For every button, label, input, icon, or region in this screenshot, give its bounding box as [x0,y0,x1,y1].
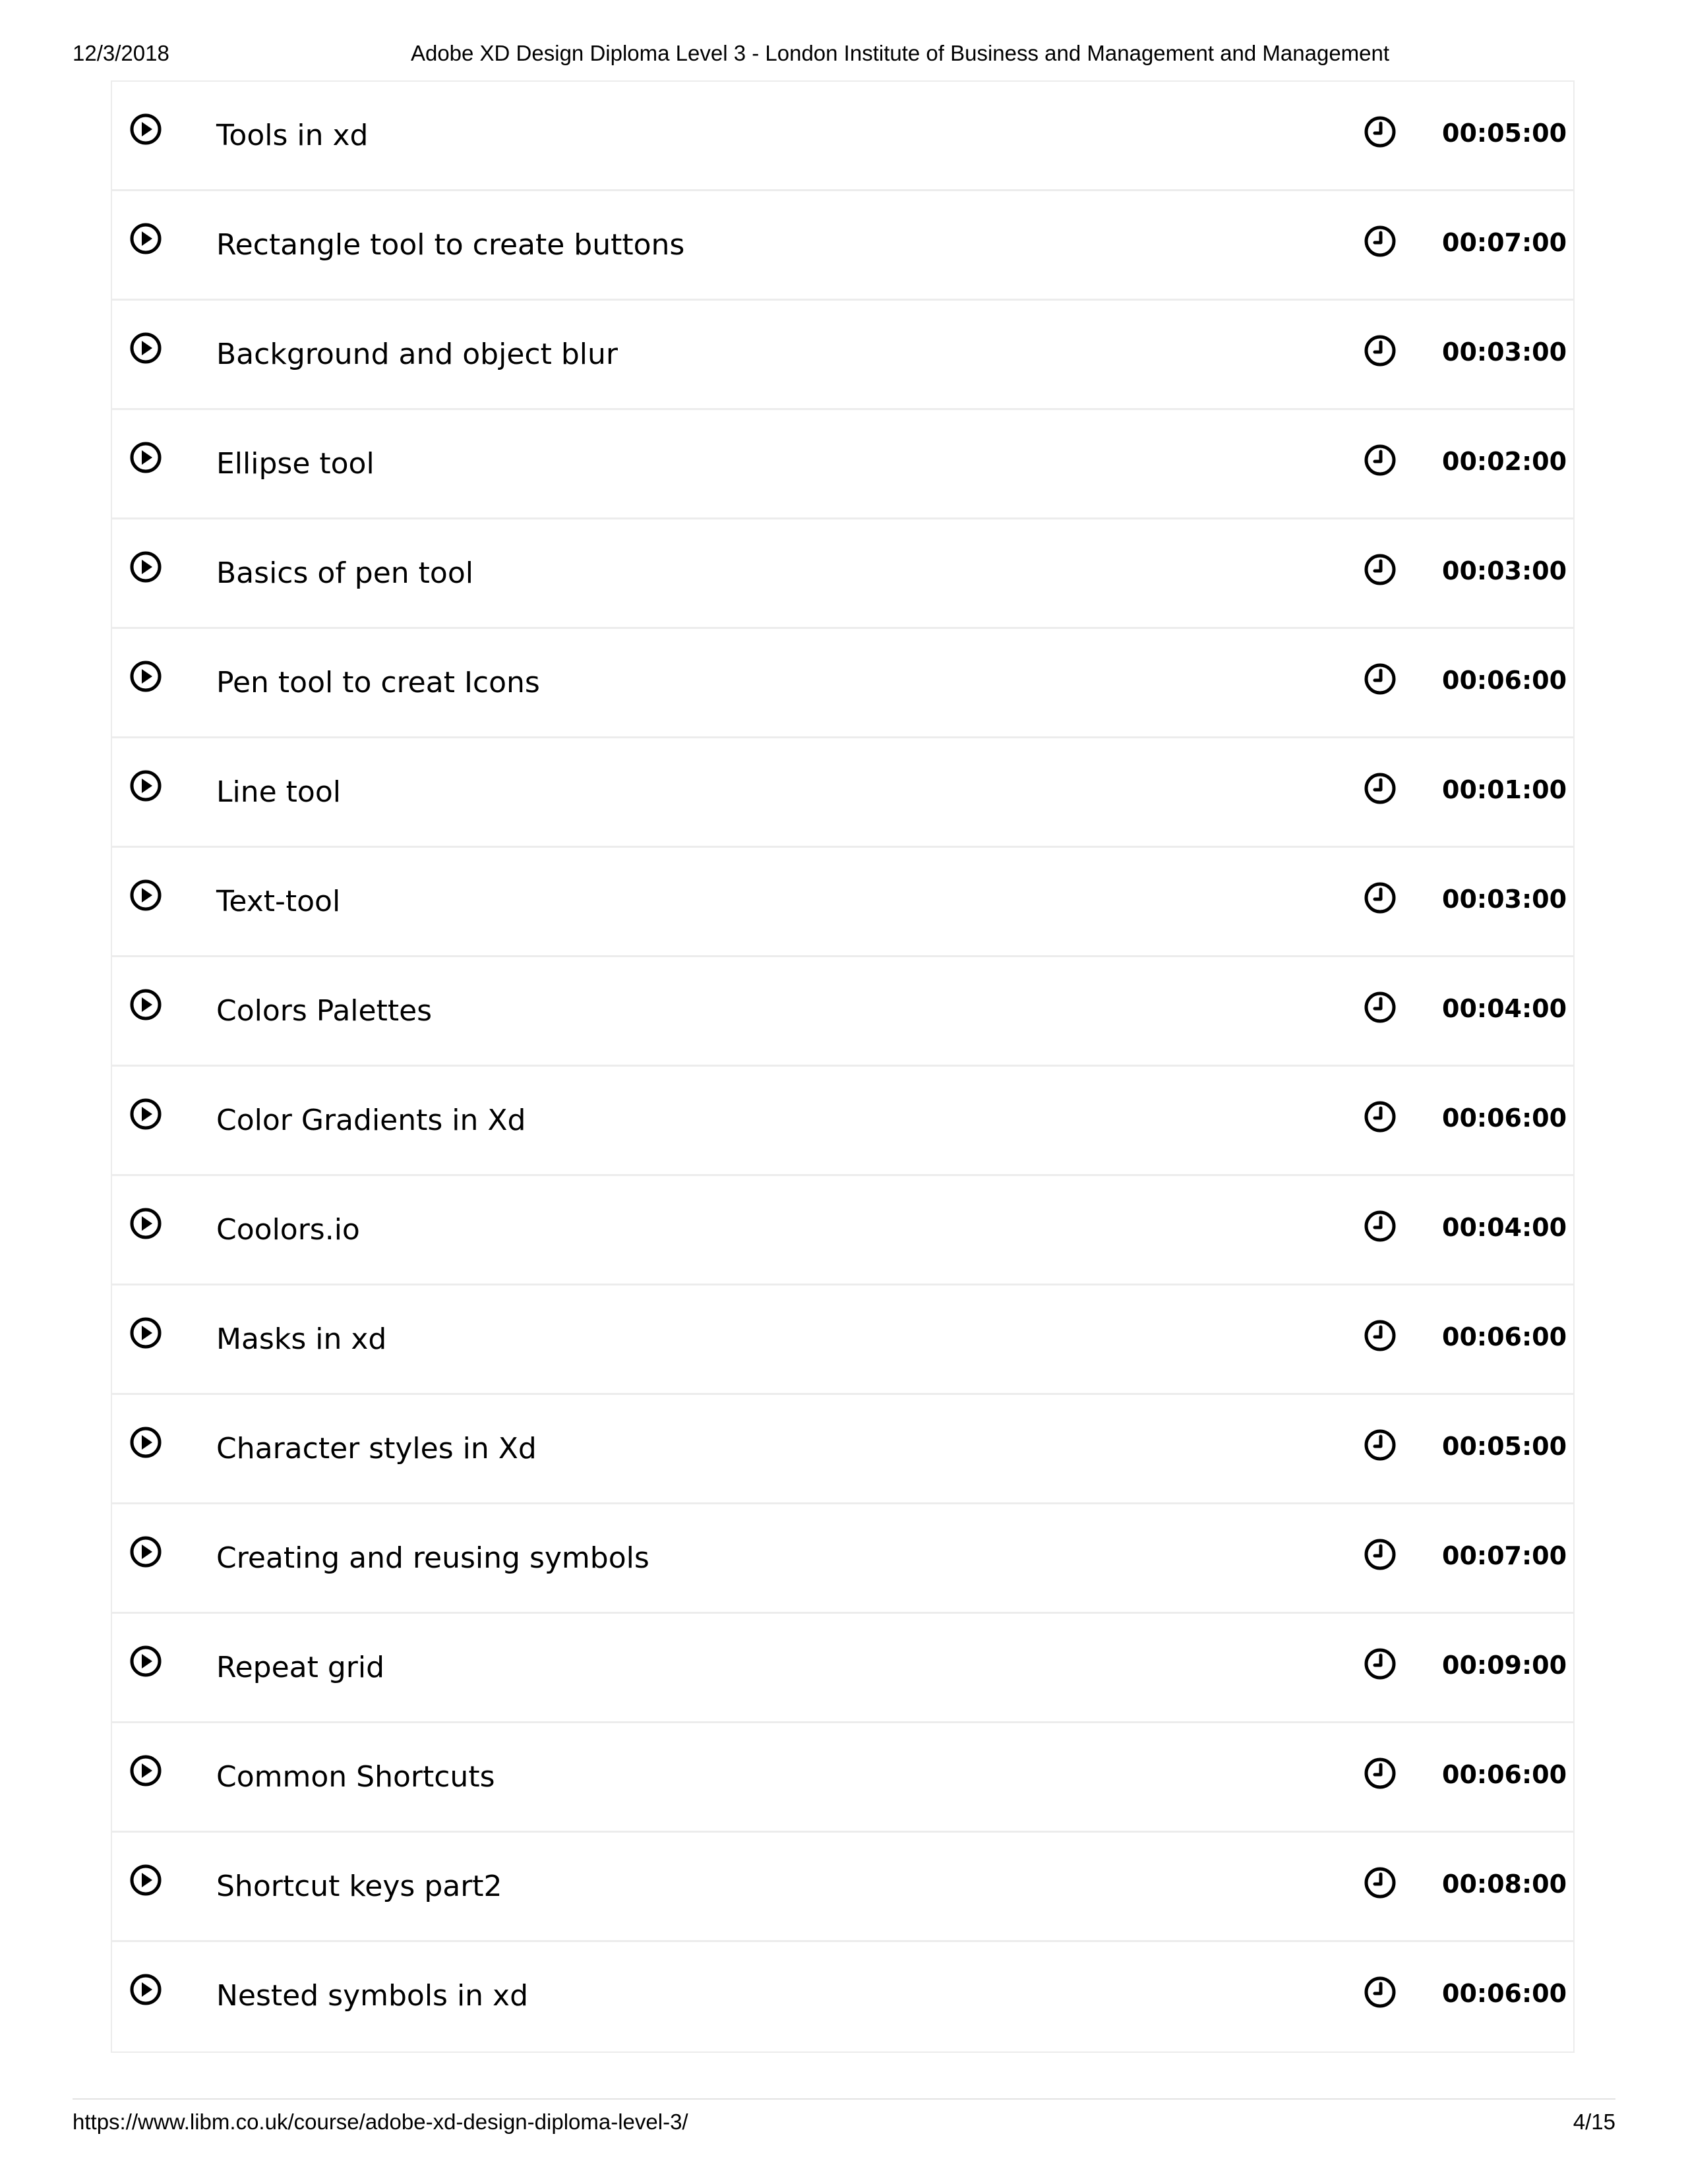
lesson-title[interactable]: Masks in xd [216,1322,387,1356]
lesson-title[interactable]: Character styles in Xd [216,1432,537,1465]
lesson-duration: 00:06:00 [1442,1760,1567,1789]
lesson-duration: 00:04:00 [1442,994,1567,1023]
clock-icon [1363,771,1397,806]
play-circle-icon[interactable] [129,1644,163,1678]
lesson-title[interactable]: Rectangle tool to create buttons [216,228,685,262]
lesson-title[interactable]: Nested symbols in xd [216,1979,529,2013]
lesson-row[interactable] [112,1504,1573,1614]
clock-icon [1363,1756,1397,1790]
play-circle-icon[interactable] [129,1754,163,1788]
lesson-row[interactable] [112,1614,1573,1723]
lesson-duration: 00:08:00 [1442,1870,1567,1899]
lesson-title[interactable]: Repeat grid [216,1651,385,1684]
play-circle-icon[interactable] [129,1863,163,1897]
lesson-title[interactable]: Basics of pen tool [216,556,473,590]
lesson-duration: 00:02:00 [1442,447,1567,476]
page-title: Adobe XD Design Diploma Level 3 - London Institute of Business and Management and Management [410,41,1390,65]
lesson-duration: 00:06:00 [1442,666,1567,695]
clock-icon [1363,224,1397,258]
play-circle-icon[interactable] [129,1425,163,1460]
play-circle-icon[interactable] [129,878,163,912]
clock-icon [1363,1975,1397,2009]
clock-icon [1363,881,1397,915]
lesson-row[interactable] [112,1723,1573,1833]
play-circle-icon[interactable] [129,331,163,365]
lesson-duration: 00:01:00 [1442,775,1567,804]
play-circle-icon[interactable] [129,1535,163,1569]
clock-icon [1363,662,1397,696]
lesson-title[interactable]: Line tool [216,775,341,809]
lesson-row[interactable] [112,1942,1573,2051]
print-date: 12/3/2018 [73,41,169,65]
lesson-row[interactable] [112,1833,1573,1942]
play-circle-icon[interactable] [129,112,163,146]
clock-icon [1363,115,1397,149]
lesson-row[interactable] [112,191,1573,301]
lesson-title[interactable]: Creating and reusing symbols [216,1541,649,1575]
play-circle-icon[interactable] [129,988,163,1022]
lesson-row[interactable] [112,519,1573,629]
footer-divider [73,2098,1615,2100]
lesson-duration: 00:06:00 [1442,1322,1567,1351]
lesson-title[interactable]: Colors Palettes [216,994,433,1028]
lesson-row[interactable] [112,301,1573,410]
play-circle-icon[interactable] [129,1097,163,1131]
lesson-title[interactable]: Color Gradients in Xd [216,1104,526,1137]
lesson-duration: 00:07:00 [1442,228,1567,257]
lesson-title[interactable]: Pen tool to creat Icons [216,666,540,699]
play-circle-icon[interactable] [129,1316,163,1350]
page-header [73,41,1615,67]
lesson-title[interactable]: Shortcut keys part2 [216,1870,502,1903]
lesson-row[interactable] [112,410,1573,519]
lesson-duration: 00:06:00 [1442,1104,1567,1133]
lesson-row[interactable] [112,82,1573,191]
lesson-title[interactable]: Text-tool [216,885,341,918]
play-circle-icon[interactable] [129,221,163,256]
lesson-row[interactable] [112,629,1573,738]
clock-icon [1363,443,1397,477]
lesson-duration: 00:09:00 [1442,1651,1567,1680]
clock-icon [1363,334,1397,368]
lesson-row[interactable] [112,1285,1573,1395]
page-number: 4/15 [1573,2110,1615,2134]
clock-icon [1363,1209,1397,1243]
lesson-title[interactable]: Background and object blur [216,338,618,371]
clock-icon [1363,552,1397,587]
lesson-duration: 00:03:00 [1442,556,1567,585]
lesson-duration: 00:05:00 [1442,1432,1567,1461]
play-circle-icon[interactable] [129,769,163,803]
clock-icon [1363,1647,1397,1681]
lesson-duration: 00:03:00 [1442,338,1567,367]
lesson-row[interactable] [112,1176,1573,1285]
lesson-duration: 00:06:00 [1442,1979,1567,2008]
play-circle-icon[interactable] [129,1972,163,2007]
lesson-title[interactable]: Common Shortcuts [216,1760,495,1794]
play-circle-icon[interactable] [129,659,163,694]
lesson-row[interactable] [112,957,1573,1067]
lesson-duration: 00:07:00 [1442,1541,1567,1570]
lesson-duration: 00:03:00 [1442,885,1567,914]
play-circle-icon[interactable] [129,1206,163,1241]
page-url[interactable]: https://www.libm.co.uk/course/adobe-xd-design-diploma-level-3/ [73,2110,688,2134]
clock-icon [1363,1100,1397,1134]
lesson-row[interactable] [112,848,1573,957]
play-circle-icon[interactable] [129,440,163,475]
clock-icon [1363,1318,1397,1353]
play-circle-icon[interactable] [129,550,163,584]
clock-icon [1363,1428,1397,1462]
lesson-row[interactable] [112,738,1573,848]
lesson-duration: 00:05:00 [1442,119,1567,148]
clock-icon [1363,1866,1397,1900]
page-footer [73,2110,1615,2136]
lesson-title[interactable]: Coolors.io [216,1213,360,1247]
curriculum-list [111,80,1575,2053]
lesson-row[interactable] [112,1395,1573,1504]
clock-icon [1363,990,1397,1024]
lesson-row[interactable] [112,1067,1573,1176]
lesson-title[interactable]: Tools in xd [216,119,369,152]
lesson-duration: 00:04:00 [1442,1213,1567,1242]
clock-icon [1363,1537,1397,1572]
lesson-title[interactable]: Ellipse tool [216,447,375,481]
